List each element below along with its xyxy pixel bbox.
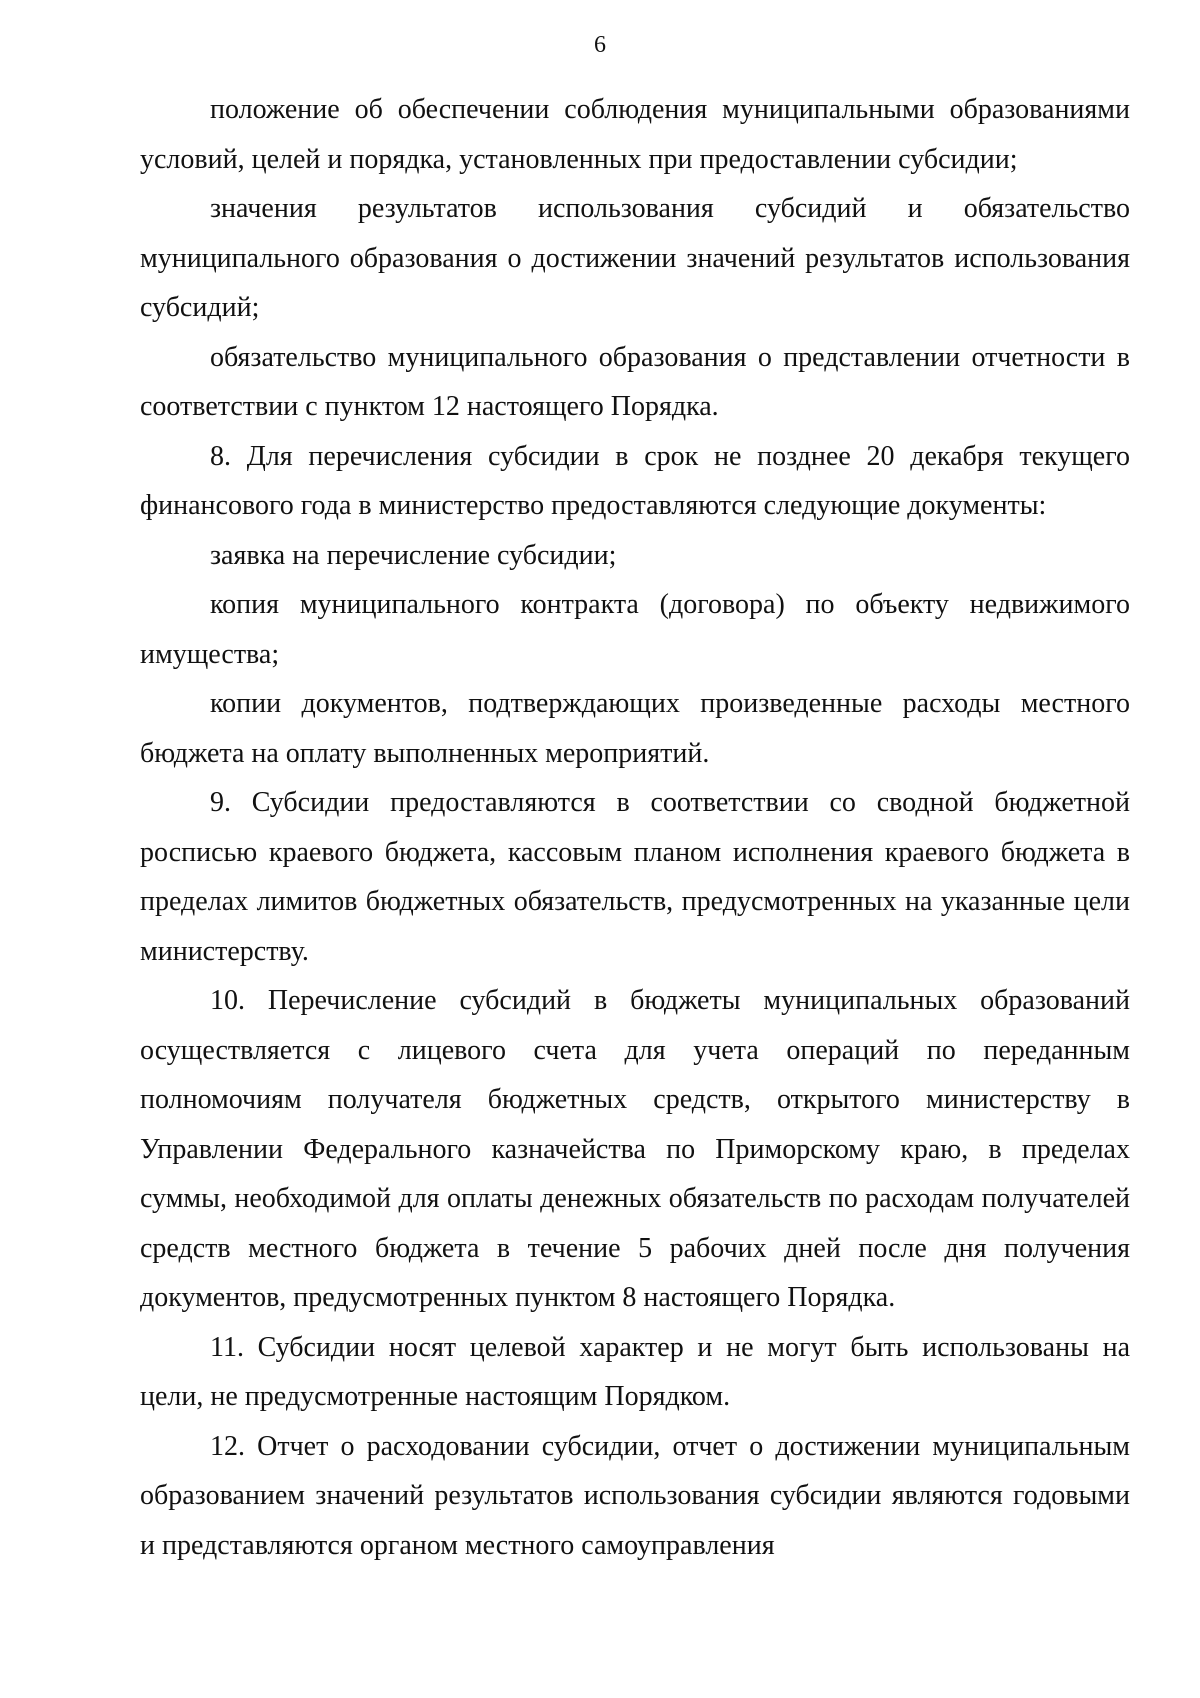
paragraph: обязательство муниципального образования о представлении отчетности в соответствии с пунктом 12 настоящего Порядка. [140, 341, 1130, 422]
paragraph: заявка на перечисление субсидии; [210, 539, 617, 571]
paragraph: 11. Субсидии носят целевой характер и не могут быть использованы на цели, не предусмотренные настоящим Порядком. [140, 1331, 1130, 1412]
paragraph: 8. Для перечисления субсидии в срок не позднее 20 декабря текущего финансового года в министерство предоставляются следующие документы: [140, 440, 1130, 521]
paragraph: копия муниципального контракта (договора) по объекту недвижимого имущества; [140, 589, 1130, 670]
paragraph: копии документов, подтверждающих произведенные расходы местного бюджета на оплату выполненных мероприятий. [140, 688, 1130, 769]
paragraph: значения результатов использования субсидий и обязательство муниципального образования о достижении значений результатов использования субсидий; [140, 193, 1130, 323]
paragraph: положение об обеспечении соблюдения муниципальными образованиями условий, целей и порядка, установленных при предоставлении субсидии; [140, 94, 1130, 175]
paragraph: 12. Отчет о расходовании субсидии, отчет о достижении муниципальным образованием значений результатов использования субсидии являются годовыми и представляются органом местного самоуправления [140, 1430, 1130, 1561]
paragraph: 10. Перечисление субсидий в бюджеты муниципальных образований осуществляется с лицевого счета для учета операций по переданным полномочиям получателя бюджетных средств, открытого министерству в Управлении Федерального казначейства по Приморскому краю, в пределах суммы, необходимой для оплаты денежных обязательств по расходам получателей средств местного бюджета в течение 5 рабочих дней после дня получения документов, предусмотренных пунктом 8 настоящего Порядка. [140, 985, 1130, 1313]
paragraph: 9. Субсидии предоставляются в соответствии со сводной бюджетной росписью краевого бюджета, кассовым планом исполнения краевого бюджета в пределах лимитов бюджетных обязательств, предусмотренных на указанные цели министерству. [140, 787, 1130, 967]
document-body [140, 85, 1130, 1570]
page-number: 6 [594, 32, 606, 58]
